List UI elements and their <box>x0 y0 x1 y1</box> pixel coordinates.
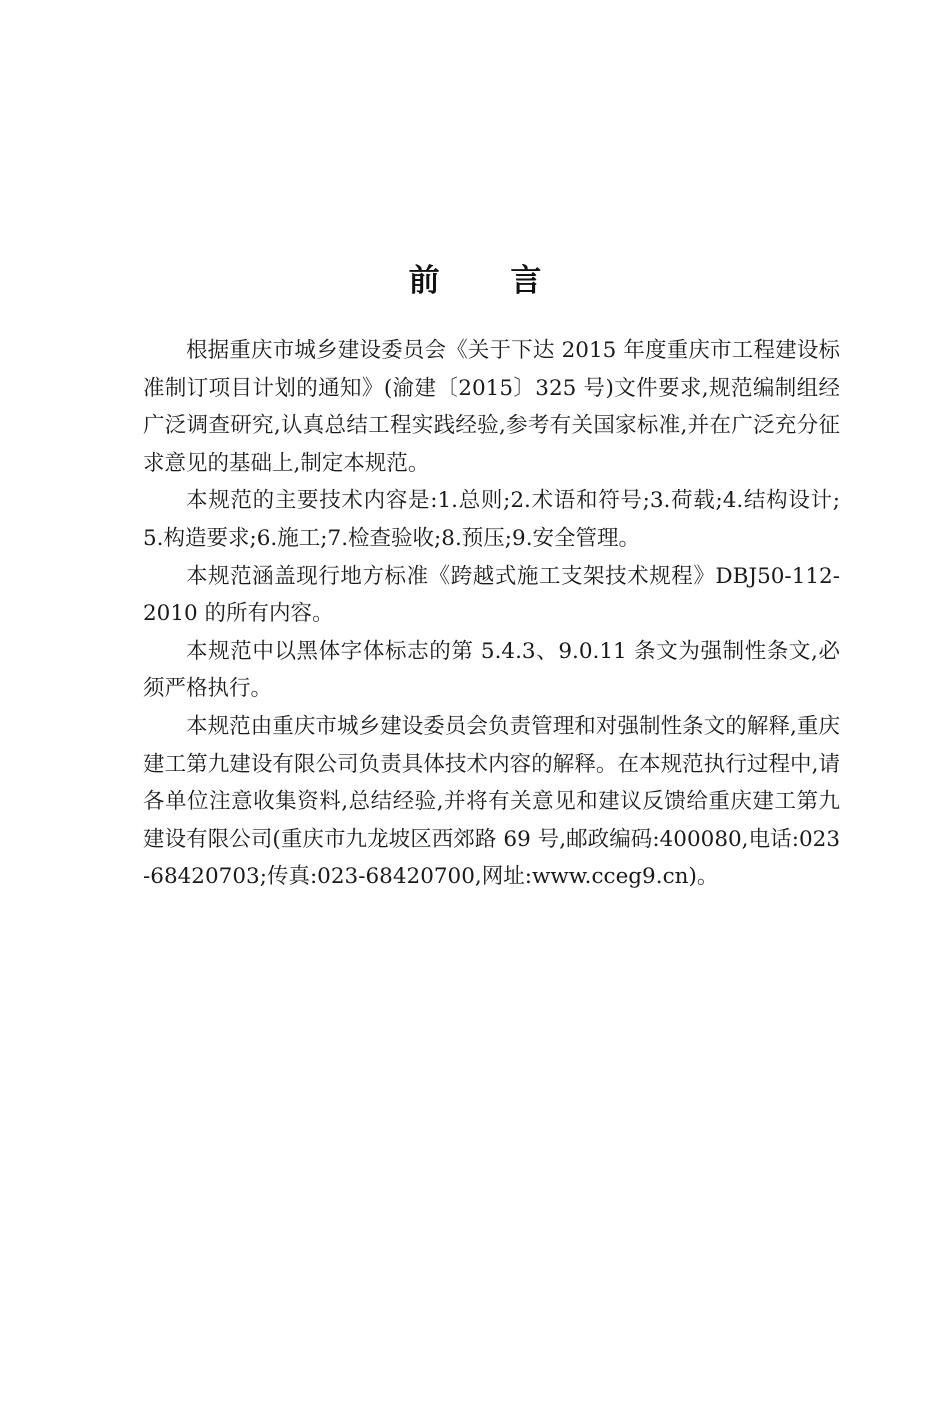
page-title: 前 言 <box>408 262 572 299</box>
paragraph-main-contents: 本规范的主要技术内容是:1.总则;2.术语和符号;3.荷载;4.结构设计;5.构造要求;6.施工;7.检查验收;8.预压;9.安全管理。 <box>143 488 840 551</box>
paragraph-basis: 根据重庆市城乡建设委员会《关于下达 2015 年度重庆市工程建设标准制订项目计划的通知》(渝建〔2015〕325 号)文件要求,规范编制组经广泛调查研究,认真总结工程实践经验,参考有关国家标准,并在广泛充分征求意见的基础上,制定本规范。 <box>143 338 840 476</box>
paragraph-coverage: 本规范涵盖现行地方标准《跨越式施工支架技术规程》DBJ50-112-2010 的所有内容。 <box>143 563 840 627</box>
paragraph-mandatory-clauses: 本规范中以黑体字体标志的第 5.4.3、9.0.11 条文为强制性条文,必须严格执行。 <box>143 638 840 702</box>
paragraph-administration-contact: 本规范由重庆市城乡建设委员会负责管理和对强制性条文的解释,重庆建工第九建设有限公司负责具体技术内容的解释。在本规范执行过程中,请各单位注意收集资料,总结经验,并将有关意见和建议反馈给重庆建工第九建设有限公司(重庆市九龙坡区西郊路 69 号,邮政编码:400080,电话:023-68420703;传真:023-68420700,网址:www.cceg9.cn)。 <box>143 713 840 890</box>
body-text <box>143 332 840 896</box>
